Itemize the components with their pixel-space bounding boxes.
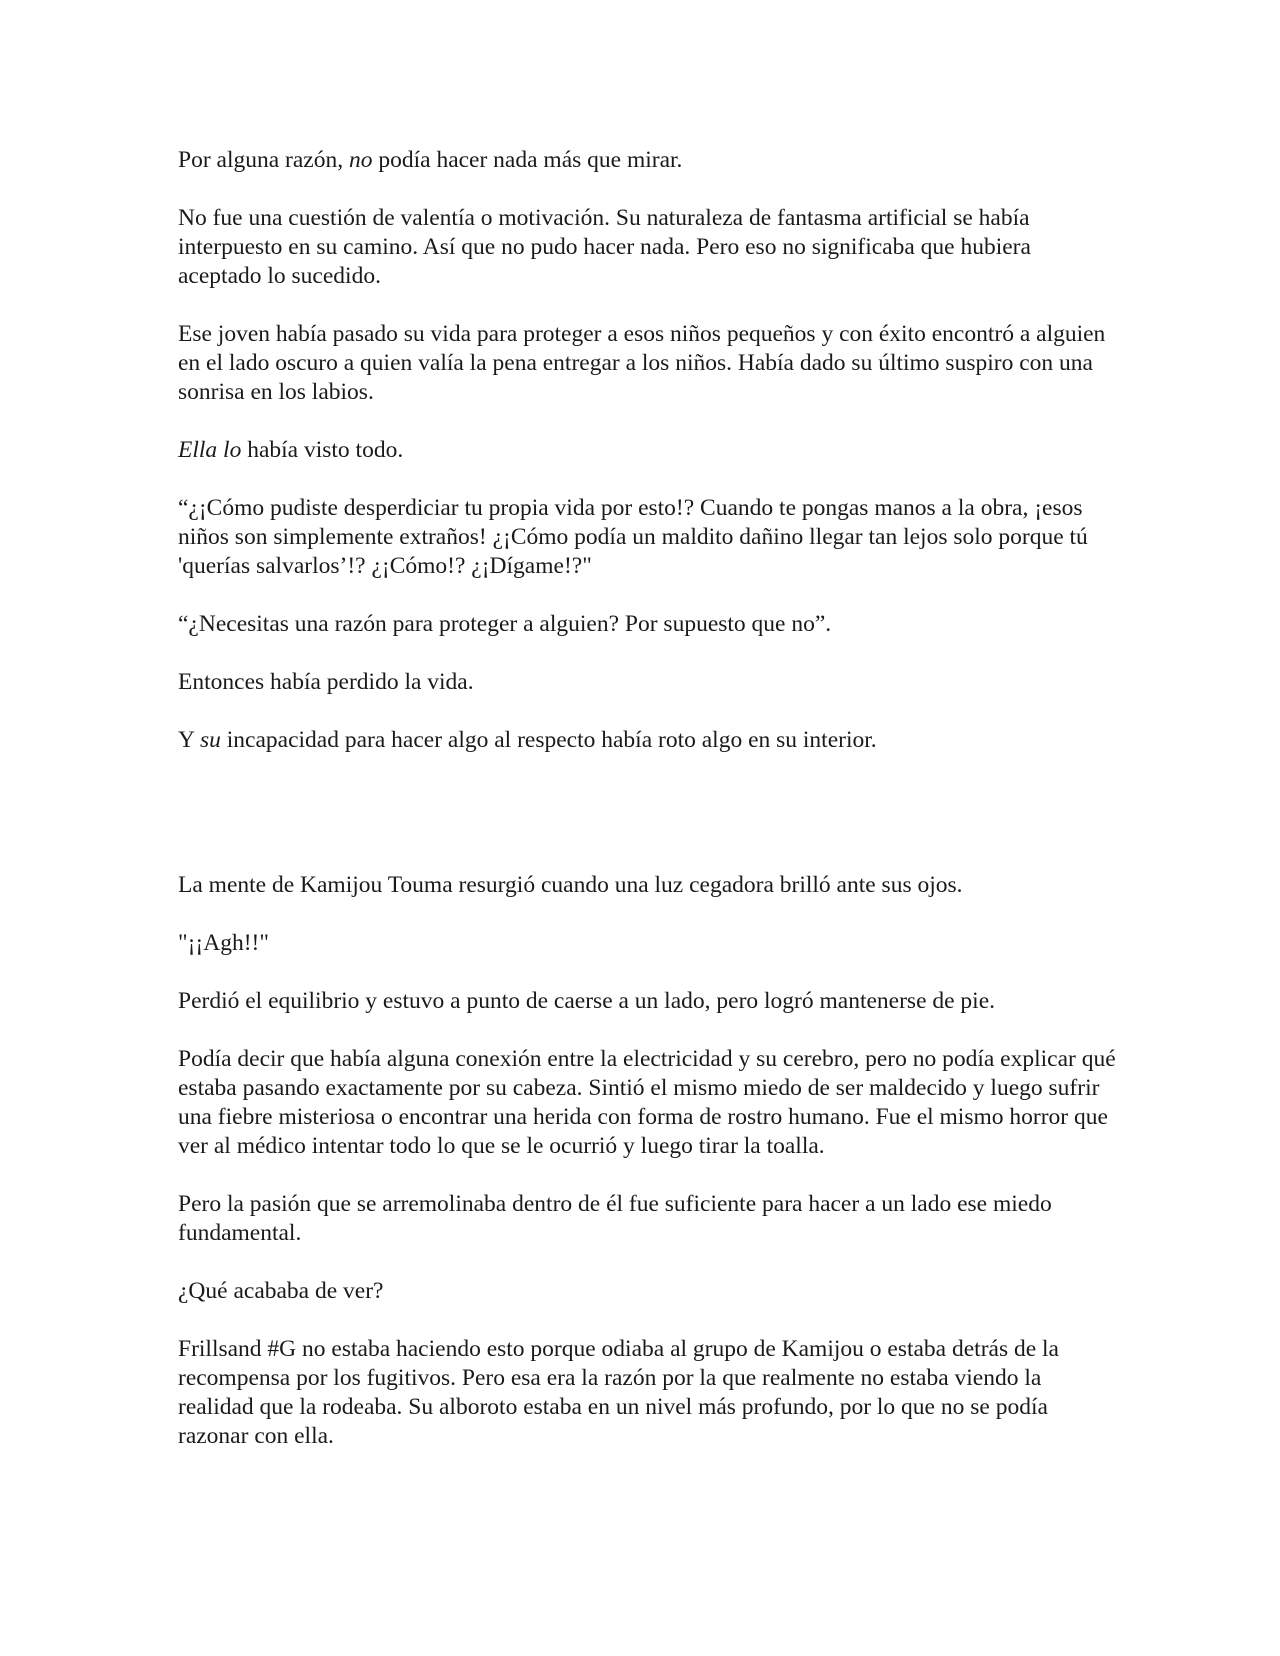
paragraph: No fue una cuestión de valentía o motivación. Su naturaleza de fantasma artificial se había interpuesto en su camino. Así que no pudo hacer nada. Pero eso no significaba que hubiera aceptado lo sucedido. [178, 205, 1031, 289]
paragraph-text: Por alguna razón, [178, 147, 349, 173]
paragraph-text: había visto todo. [241, 437, 404, 463]
emphasis-text: Ella lo [178, 437, 242, 463]
paragraph-text: incapacidad para hacer algo al respecto había roto algo en su interior. [220, 727, 877, 753]
paragraph: Ese joven había pasado su vida para proteger a esos niños pequeños y con éxito encontró a alguien en el lado oscuro a quien valía la pena entregar a los niños. Había dado su último suspiro con una sonrisa en los labios. [178, 321, 1106, 405]
paragraph-text: podía hacer nada más que mirar. [372, 147, 683, 173]
paragraph: “¿¡Cómo pudiste desperdiciar tu propia vida por esto!? Cuando te pongas manos a la obra, ¡esos niños son simplemente extraños! ¿¡Cómo podía un maldito dañino llegar tan lejos solo porque tú 'querías salvarlos’!? ¿¡Cómo!? ¿¡Dígame!?" [178, 495, 1088, 579]
paragraph [178, 146, 1118, 175]
paragraph [178, 726, 1118, 755]
paragraph: "¡¡Agh!!" [178, 930, 269, 956]
paragraph: ¿Qué acababa de ver? [178, 1278, 384, 1304]
body-text [178, 146, 1118, 1480]
paragraph: Perdió el equilibrio y estuvo a punto de caerse a un lado, pero logró mantenerse de pie. [178, 988, 996, 1014]
emphasis-text: su [199, 727, 221, 753]
scene-break [178, 784, 1118, 871]
paragraph: La mente de Kamijou Touma resurgió cuando una luz cegadora brilló ante sus ojos. [178, 872, 963, 898]
paragraph: Pero la pasión que se arremolinaba dentro de él fue suficiente para hacer a un lado ese miedo fundamental. [178, 1191, 1052, 1246]
paragraph: Podía decir que había alguna conexión entre la electricidad y su cerebro, pero no podía explicar qué estaba pasando exactamente por su cabeza. Sintió el mismo miedo de ser maldecido y luego sufrir una fiebre misteriosa o encontrar una herida con forma de rostro humano. Fue el mismo horror que ver al médico intentar todo lo que se le ocurrió y luego tirar la toalla. [178, 1046, 1116, 1159]
paragraph: Entonces había perdido la vida. [178, 669, 474, 695]
paragraph [178, 436, 1118, 465]
paragraph-text: Y [178, 727, 200, 753]
emphasis-text: no [348, 147, 373, 173]
paragraph: “¿Necesitas una razón para proteger a alguien? Por supuesto que no”. [178, 611, 832, 637]
paragraph: Frillsand #G no estaba haciendo esto porque odiaba al grupo de Kamijou o estaba detrás de la recompensa por los fugitivos. Pero esa era la razón por la que realmente no estaba viendo la realidad que la rodeaba. Su alboroto estaba en un nivel más profundo, por lo que no se podía razonar con ella. [178, 1336, 1059, 1449]
